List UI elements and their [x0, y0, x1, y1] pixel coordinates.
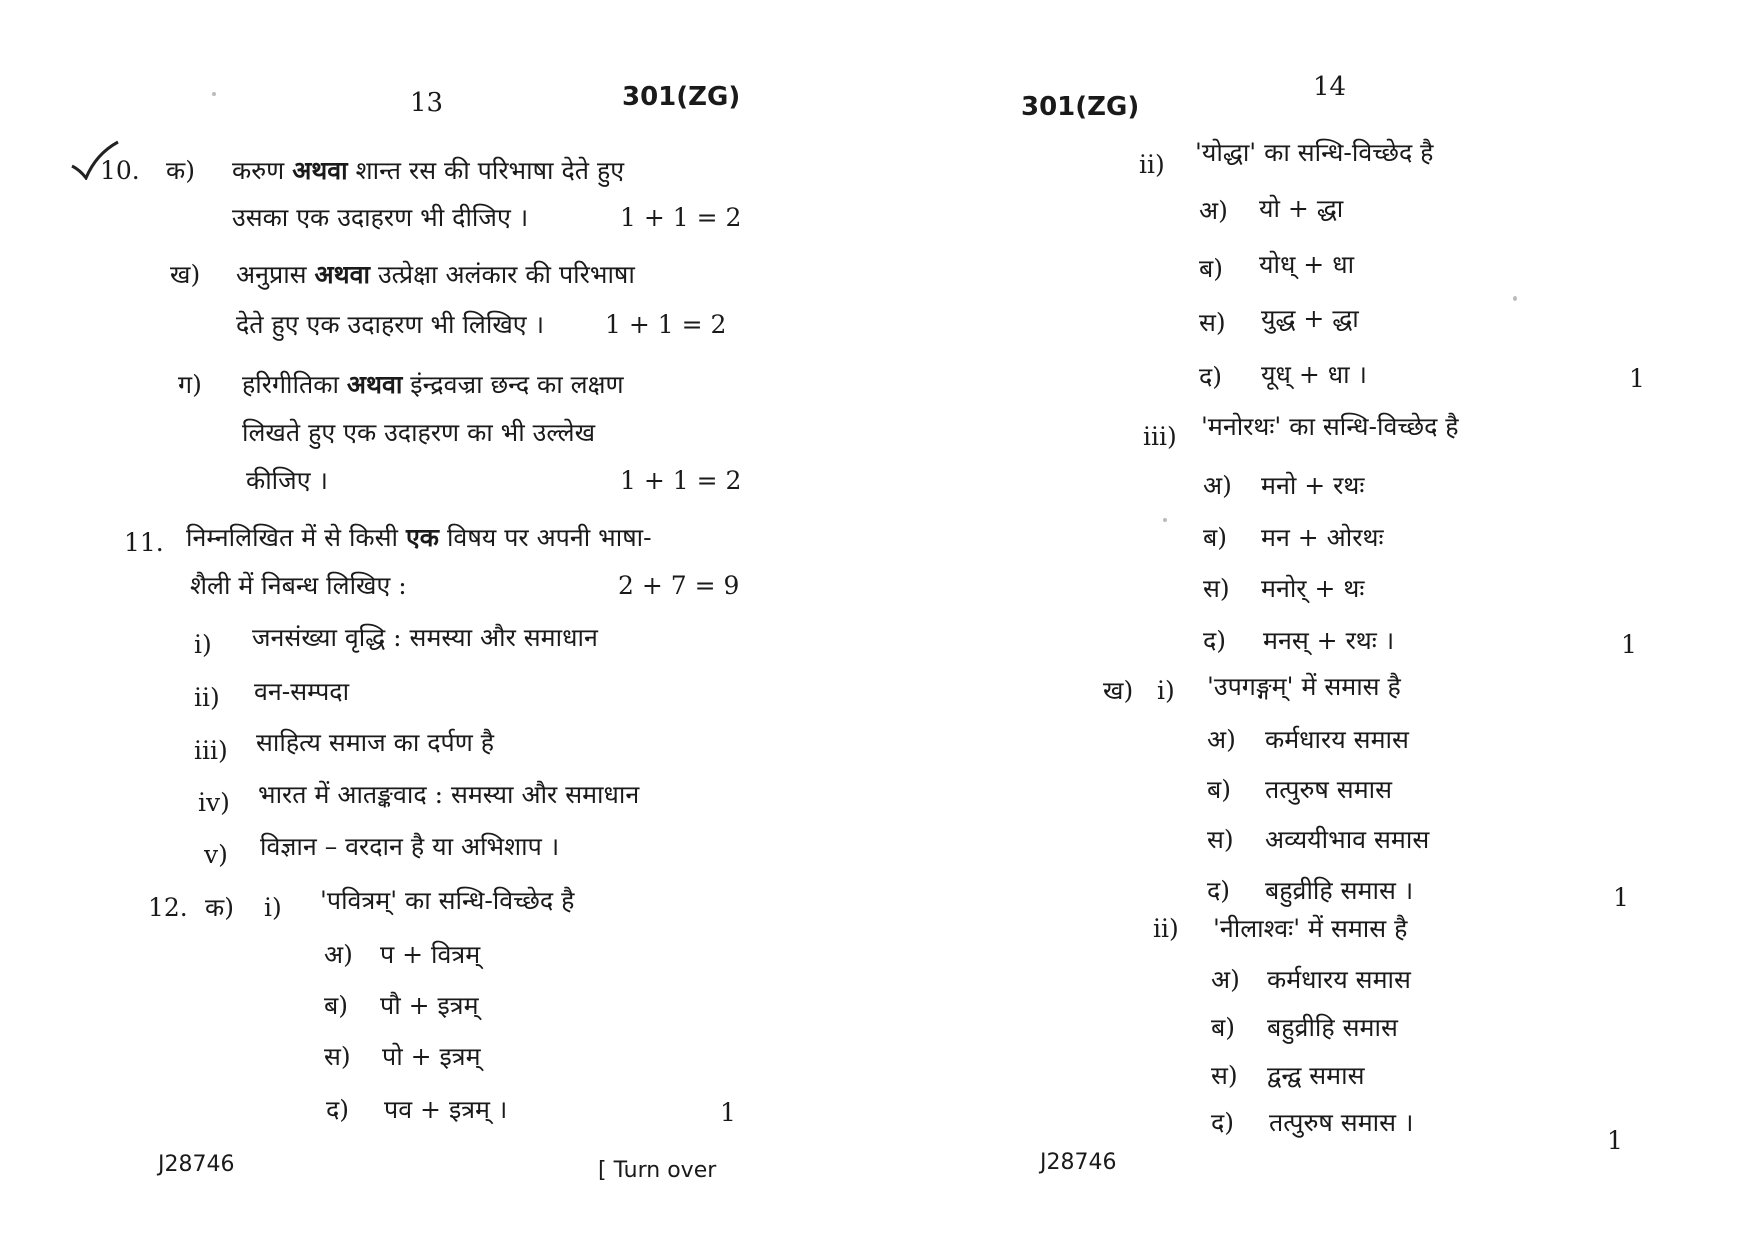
turn-over: [ Turn over — [598, 1158, 717, 1183]
option-label: द) — [1207, 876, 1231, 905]
sub-question-number: ii) — [1153, 914, 1179, 943]
marks: 1 — [1607, 1126, 1623, 1155]
option-text: यूध् + धा । — [1261, 360, 1367, 389]
question-text: 'योद्धा' का सन्धि-विच्छेद है — [1195, 138, 1434, 167]
question-number: 11. — [124, 528, 164, 557]
text-segment: अनुप्रास — [236, 260, 307, 289]
sub-question-number: i) — [264, 893, 282, 922]
part-label: क) — [166, 156, 195, 185]
topic-text: जनसंख्या वृद्धि : समस्या और समाधान — [252, 623, 598, 652]
question-text — [236, 262, 635, 287]
speck — [1513, 296, 1517, 301]
topic-number: v) — [204, 840, 228, 869]
question-text: 'मनोरथः' का सन्धि-विच्छेद है — [1201, 412, 1459, 441]
topic-text: वन-सम्पदा — [254, 677, 350, 706]
marks: 1 — [1613, 883, 1629, 912]
bold-text: अथवा — [346, 370, 403, 399]
option-text: बहुव्रीहि समास — [1267, 1013, 1398, 1042]
question-number: 12. — [148, 893, 188, 922]
speck — [1163, 518, 1167, 522]
option-text: कर्मधारय समास — [1265, 725, 1409, 754]
option-label: अ) — [1211, 965, 1240, 994]
page-number: 14 — [1313, 72, 1347, 102]
topic-number: iv) — [198, 788, 230, 817]
option-label: द) — [326, 1095, 350, 1124]
option-text: मनोर् + थः — [1261, 574, 1365, 603]
option-text: पव + इत्रम् । — [384, 1095, 508, 1124]
question-text: लिखते हुए एक उदाहरण का भी उल्लेख — [242, 418, 596, 447]
topic-text: साहित्य समाज का दर्पण है — [256, 728, 495, 757]
option-label: द) — [1211, 1108, 1235, 1137]
option-label: अ) — [1199, 196, 1228, 225]
option-label: द) — [1203, 626, 1227, 655]
option-text: युद्ध + द्धा — [1261, 304, 1359, 333]
option-text: मनस् + रथः । — [1263, 626, 1395, 655]
question-text: 'नीलाश्वः' में समास है — [1213, 914, 1408, 943]
text-segment: करुण — [232, 156, 285, 185]
paper-code: 301(ZG) — [1021, 92, 1140, 122]
option-text: अव्ययीभाव समास — [1265, 825, 1430, 854]
bold-text: एक — [405, 523, 439, 552]
text-segment: शान्त रस की परिभाषा देते हुए — [355, 156, 625, 185]
option-label: स) — [1203, 574, 1230, 603]
option-text: तत्पुरुष समास — [1265, 775, 1393, 804]
question-number: 10. — [100, 156, 140, 185]
question-text: कीजिए । — [246, 466, 328, 495]
part-label: ग) — [178, 370, 202, 399]
topic-number: i) — [194, 630, 212, 659]
question-text: 'पवित्रम्' का सन्धि-विच्छेद है — [320, 886, 575, 915]
option-label: ब) — [1207, 775, 1232, 804]
speck — [212, 92, 216, 96]
option-label: द) — [1199, 362, 1223, 391]
part-label: ख) — [1103, 676, 1134, 705]
question-text: देते हुए एक उदाहरण भी लिखिए । — [236, 310, 545, 339]
option-label: ब) — [1199, 254, 1224, 283]
right-page — [877, 0, 1754, 1241]
sub-question-number: i) — [1157, 676, 1175, 705]
marks: 1 + 1 = 2 — [605, 310, 727, 339]
option-label: स) — [1211, 1061, 1238, 1090]
option-label: अ) — [1207, 725, 1236, 754]
topic-number: ii) — [194, 683, 220, 712]
question-text: शैली में निबन्ध लिखिए : — [190, 571, 407, 600]
question-text: 'उपगङ्गम्' में समास है — [1207, 672, 1401, 701]
option-text: बहुव्रीहि समास । — [1265, 876, 1414, 905]
option-text: पौ + इत्रम् — [380, 991, 479, 1020]
topic-text: विज्ञान – वरदान है या अभिशाप । — [260, 832, 560, 861]
marks: 1 — [720, 1098, 736, 1127]
text-segment: हरिगीतिका — [242, 370, 339, 399]
part-label: ख) — [170, 260, 201, 289]
option-text: तत्पुरुष समास । — [1269, 1108, 1414, 1137]
question-text: उसका एक उदाहरण भी दीजिए । — [232, 203, 529, 232]
option-text: यो + द्धा — [1259, 194, 1344, 223]
option-label: स) — [324, 1042, 351, 1071]
option-label: अ) — [1203, 471, 1232, 500]
marks: 1 — [1629, 364, 1645, 393]
option-text: कर्मधारय समास — [1267, 965, 1411, 994]
option-label: स) — [1199, 308, 1226, 337]
text-segment: उत्प्रेक्षा अलंकार की परिभाषा — [377, 260, 635, 289]
page-number: 13 — [410, 88, 444, 118]
option-text: मनो + रथः — [1261, 471, 1365, 500]
text-segment: निम्नलिखित में से किसी — [186, 523, 398, 552]
option-text: प + वित्रम् — [380, 940, 481, 969]
option-label: स) — [1207, 825, 1234, 854]
question-text — [186, 525, 652, 550]
bold-text: अथवा — [292, 156, 348, 185]
option-text: मन + ओरथः — [1261, 523, 1384, 552]
option-text: पो + इत्रम् — [382, 1042, 481, 1071]
topic-text: भारत में आतङ्कवाद : समस्या और समाधान — [258, 780, 640, 809]
question-text — [232, 158, 624, 183]
marks: 1 + 1 = 2 — [620, 203, 742, 232]
text-segment: विषय पर अपनी भाषा- — [446, 523, 652, 552]
sub-question-number: ii) — [1139, 150, 1165, 179]
marks: 1 + 1 = 2 — [620, 466, 742, 495]
option-text: योध् + धा — [1259, 250, 1355, 279]
text-segment: इंन्द्रवज्रा छन्द का लक्षण — [410, 370, 624, 399]
marks: 2 + 7 = 9 — [618, 571, 740, 600]
part-label: क) — [205, 893, 234, 922]
topic-number: iii) — [194, 736, 228, 765]
footer-code: J28746 — [158, 1152, 235, 1177]
option-label: ब) — [324, 991, 349, 1020]
option-text: द्वन्द्व समास — [1267, 1061, 1365, 1090]
bold-text: अथवा — [314, 260, 370, 289]
question-text — [242, 372, 624, 397]
option-label: ब) — [1211, 1013, 1236, 1042]
option-label: ब) — [1203, 523, 1228, 552]
footer-code: J28746 — [1040, 1150, 1117, 1175]
option-label: अ) — [324, 940, 353, 969]
marks: 1 — [1621, 630, 1637, 659]
sub-question-number: iii) — [1143, 422, 1177, 451]
paper-code: 301(ZG) — [622, 82, 741, 112]
